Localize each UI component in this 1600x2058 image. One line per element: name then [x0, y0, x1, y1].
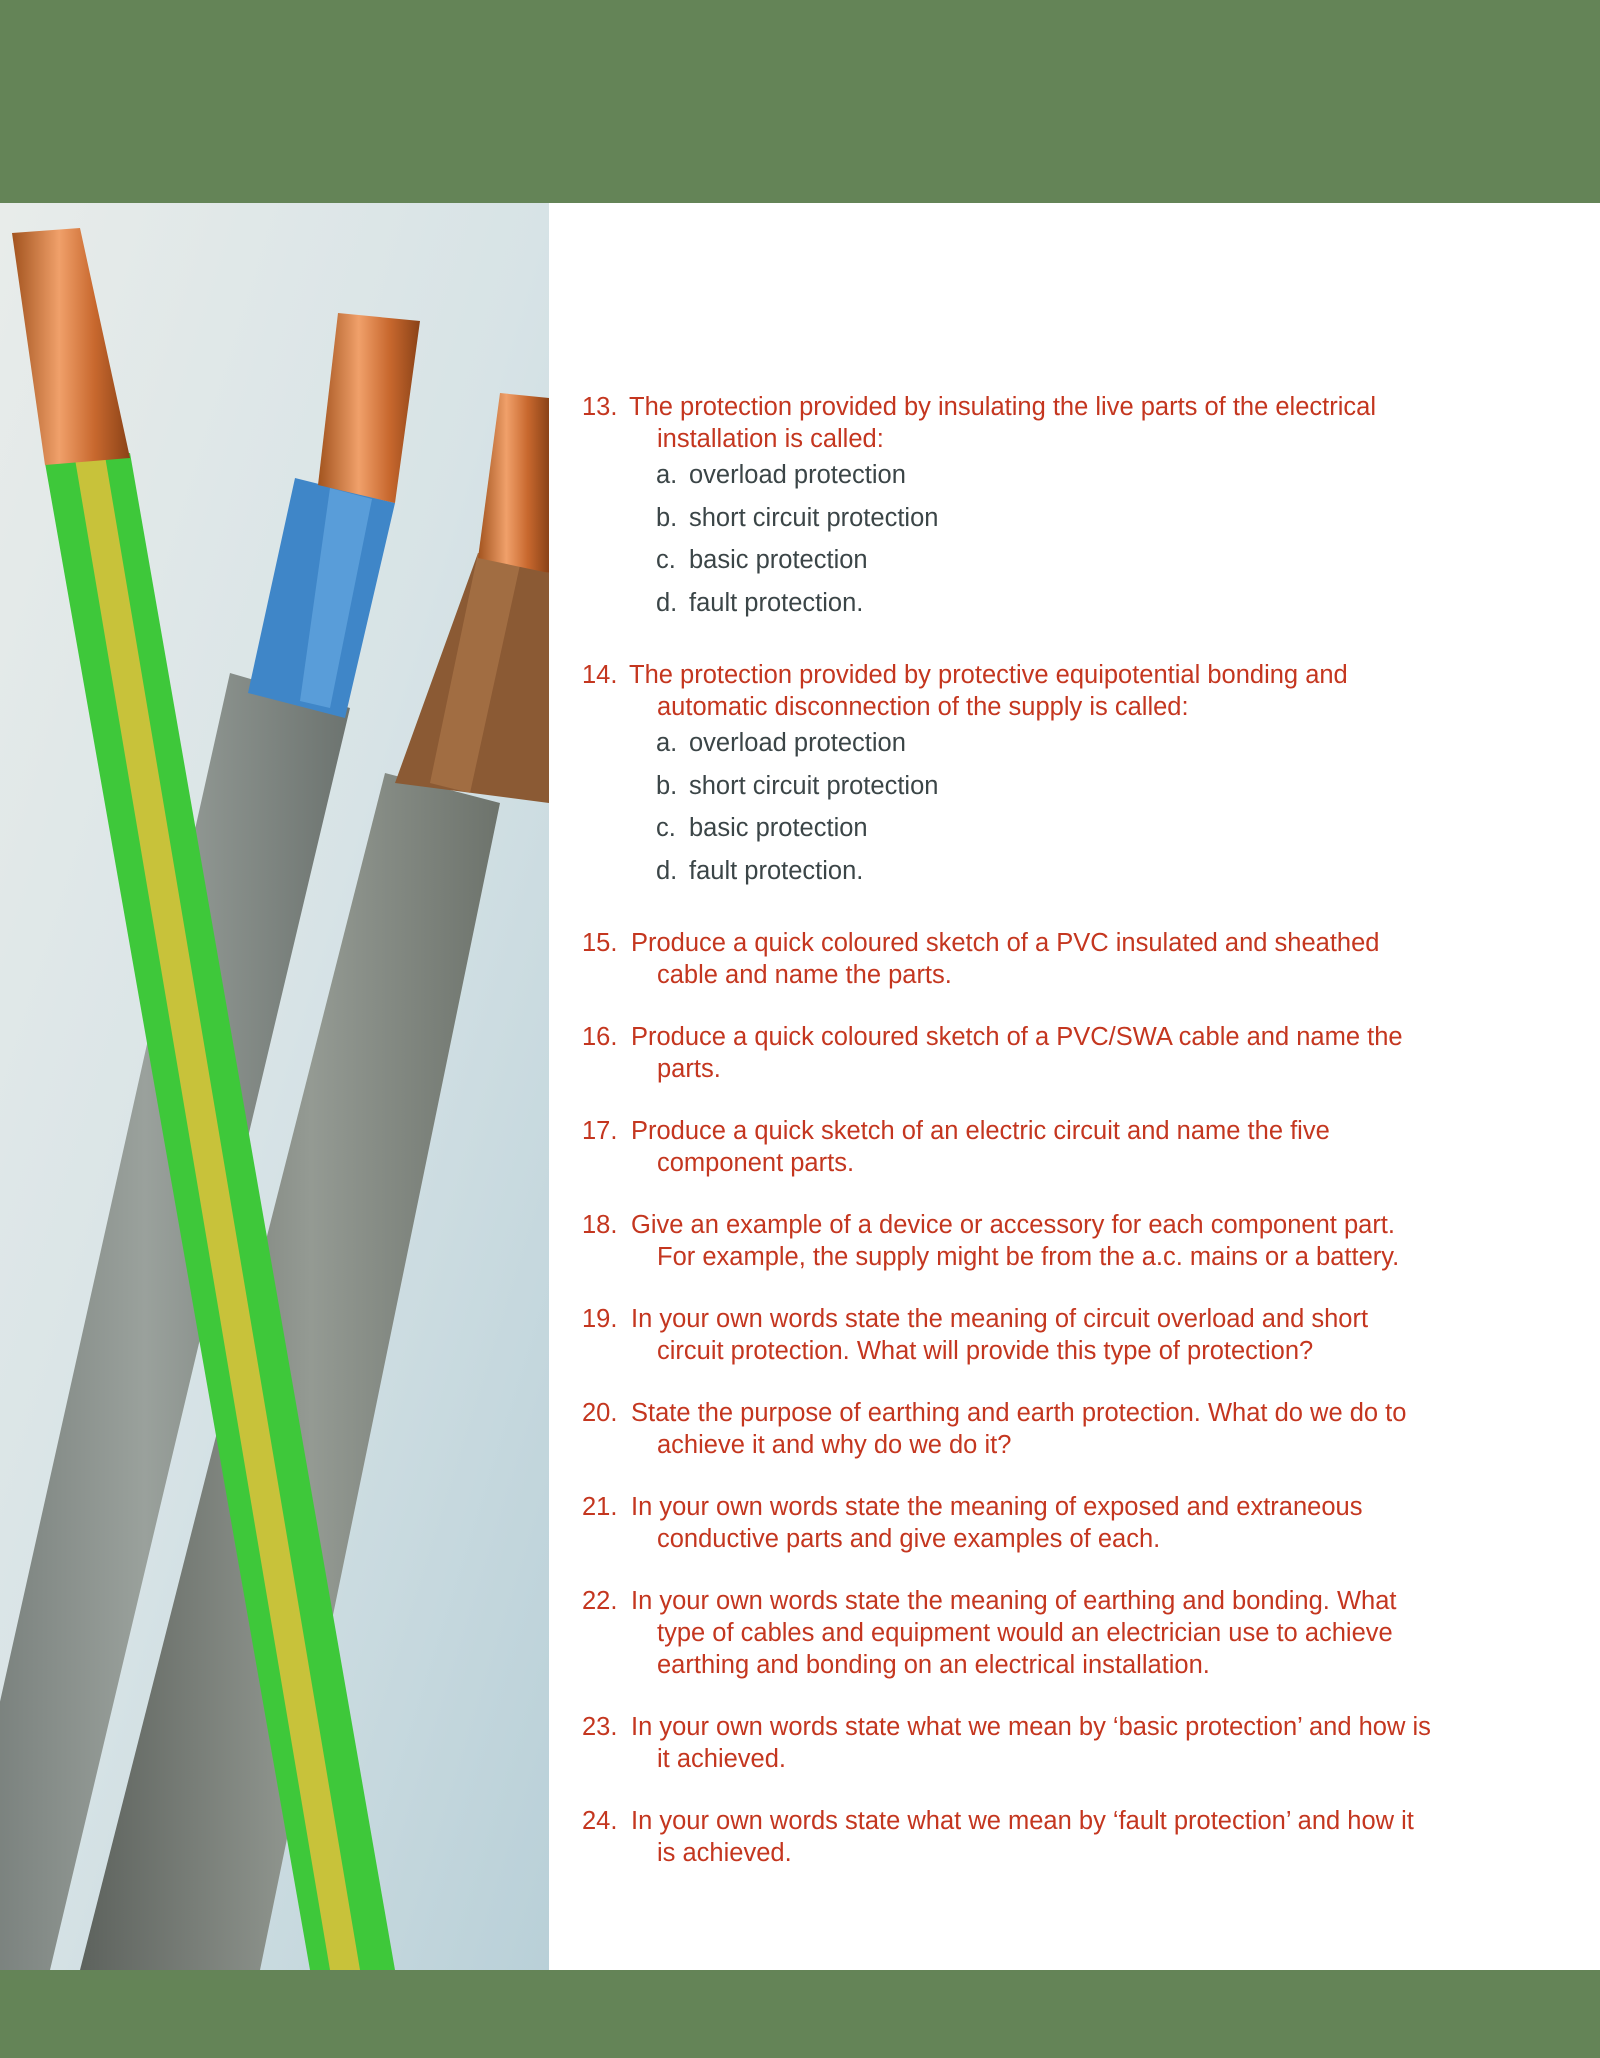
- option-letter: a.: [656, 461, 678, 489]
- question-text-line: Produce a quick sketch of an electric circuit and name the five: [631, 1117, 1330, 1145]
- question-text-line: In your own words state the meaning of exposed and extraneous: [631, 1493, 1363, 1521]
- option-text: fault protection.: [689, 856, 864, 885]
- question-number: 24.: [582, 1807, 618, 1835]
- question-19: [582, 1303, 1482, 1367]
- question-stem: [582, 927, 1482, 991]
- question-number: 20.: [582, 1399, 618, 1427]
- question-number: 18.: [582, 1211, 618, 1239]
- question-13: [582, 391, 1482, 629]
- option-letter: c.: [656, 814, 676, 842]
- question-text-line: cable and name the parts.: [657, 961, 952, 989]
- question-16: [582, 1021, 1482, 1085]
- question-text-line: achieve it and why do we do it?: [657, 1431, 1012, 1459]
- question-number: 14.: [582, 661, 618, 689]
- question-stem: [582, 391, 1482, 455]
- question-text-line: The protection provided by insulating the live parts of the electrical: [629, 393, 1376, 421]
- question-text-line: component parts.: [657, 1149, 855, 1177]
- question-text-line: automatic disconnection of the supply is called:: [657, 693, 1189, 721]
- footer-band: [0, 1970, 1600, 2058]
- question-number: 23.: [582, 1713, 618, 1741]
- question-stem: [582, 1303, 1482, 1367]
- question-22: [582, 1585, 1482, 1681]
- question-17: [582, 1115, 1482, 1179]
- question-stem: [582, 1397, 1482, 1461]
- option-letter: a.: [656, 729, 678, 757]
- answer-option[interactable]: [656, 587, 1482, 630]
- answer-option[interactable]: [656, 727, 1482, 770]
- question-stem: [582, 1021, 1482, 1085]
- question-18: [582, 1209, 1482, 1273]
- question-stem: [582, 1585, 1482, 1681]
- question-text-line: it achieved.: [657, 1745, 786, 1773]
- answer-option[interactable]: [656, 812, 1482, 855]
- option-text: short circuit protection: [689, 771, 939, 800]
- answer-option[interactable]: [656, 459, 1482, 502]
- question-23: [582, 1711, 1482, 1775]
- electrical-cables-photo-icon: [0, 203, 549, 1970]
- question-text-line: earthing and bonding on an electrical installation.: [657, 1651, 1210, 1679]
- question-number: 17.: [582, 1117, 618, 1145]
- option-text: overload protection: [689, 461, 906, 489]
- question-text-line: installation is called:: [657, 425, 884, 453]
- question-text-line: parts.: [657, 1055, 721, 1083]
- question-list: [582, 391, 1482, 1899]
- question-stem: [582, 1711, 1482, 1775]
- question-number: 19.: [582, 1305, 618, 1333]
- answer-options: [582, 459, 1482, 629]
- option-text: short circuit protection: [689, 503, 939, 532]
- question-number: 21.: [582, 1493, 618, 1521]
- answer-options: [582, 727, 1482, 897]
- option-letter: d.: [656, 856, 678, 885]
- question-text-line: is achieved.: [657, 1839, 792, 1867]
- question-24: [582, 1805, 1482, 1869]
- option-text: basic protection: [689, 546, 868, 574]
- question-stem: [582, 1115, 1482, 1179]
- cables-photo: [0, 203, 549, 1970]
- option-letter: b.: [656, 771, 678, 800]
- answer-option[interactable]: [656, 855, 1482, 898]
- question-number: 22.: [582, 1587, 618, 1615]
- question-stem: [582, 1805, 1482, 1869]
- option-letter: d.: [656, 588, 678, 617]
- question-text-line: In your own words state what we mean by ‘basic protection’ and how is: [631, 1713, 1431, 1741]
- question-number: 15.: [582, 929, 618, 957]
- question-14: [582, 659, 1482, 897]
- question-text-line: For example, the supply might be from the a.c. mains or a battery.: [657, 1243, 1400, 1271]
- question-stem: [582, 659, 1482, 723]
- question-text-line: Produce a quick coloured sketch of a PVC/SWA cable and name the: [631, 1023, 1403, 1051]
- header-band: [0, 0, 1600, 203]
- answer-option[interactable]: [656, 770, 1482, 813]
- question-text-line: Produce a quick coloured sketch of a PVC insulated and sheathed: [631, 929, 1380, 957]
- question-number: 16.: [582, 1023, 618, 1051]
- question-text-line: The protection provided by protective equipotential bonding and: [629, 661, 1348, 689]
- question-21: [582, 1491, 1482, 1555]
- question-text-line: circuit protection. What will provide this type of protection?: [657, 1337, 1314, 1365]
- question-text-line: conductive parts and give examples of each.: [657, 1525, 1161, 1553]
- answer-option[interactable]: [656, 544, 1482, 587]
- question-text-line: In your own words state the meaning of circuit overload and short: [631, 1305, 1369, 1333]
- option-letter: c.: [656, 546, 676, 574]
- option-text: fault protection.: [689, 588, 864, 617]
- option-text: basic protection: [689, 814, 868, 842]
- option-text: overload protection: [689, 729, 906, 757]
- question-15: [582, 927, 1482, 991]
- question-20: [582, 1397, 1482, 1461]
- question-text-line: State the purpose of earthing and earth protection. What do we do to: [631, 1399, 1407, 1427]
- question-text-line: Give an example of a device or accessory for each component part.: [631, 1211, 1395, 1239]
- question-stem: [582, 1209, 1482, 1273]
- answer-option[interactable]: [656, 502, 1482, 545]
- question-stem: [582, 1491, 1482, 1555]
- question-text-line: In your own words state what we mean by ‘fault protection’ and how it: [631, 1807, 1414, 1835]
- question-text-line: type of cables and equipment would an electrician use to achieve: [657, 1619, 1393, 1647]
- option-letter: b.: [656, 503, 678, 532]
- question-text-line: In your own words state the meaning of earthing and bonding. What: [631, 1587, 1397, 1615]
- question-number: 13.: [582, 393, 618, 421]
